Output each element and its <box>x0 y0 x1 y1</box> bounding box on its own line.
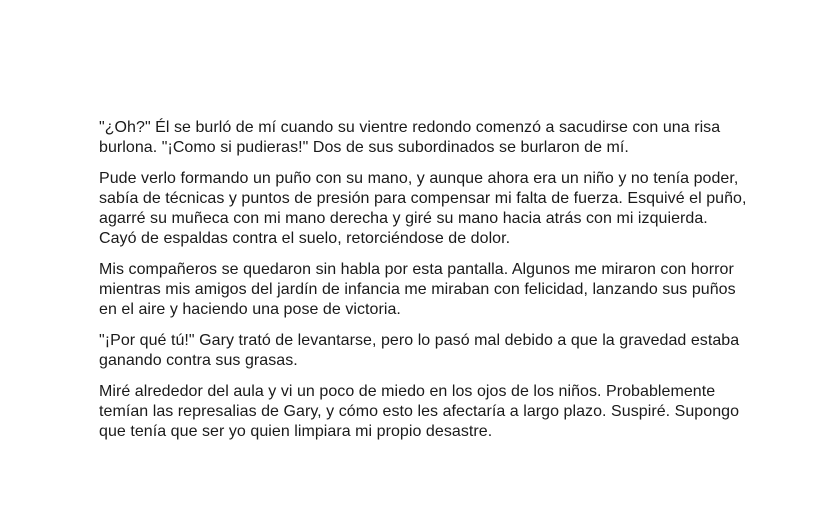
paragraph-2: Pude verlo formando un puño con su mano, y aunque ahora era un niño y no tenía poder, sabía de técnicas y puntos de presión para compensar mi falta de fuerza. Esquivé el puño, agarré su muñeca con mi mano derecha y giré su mano hacia atrás con mi izquierda. Cayó de espaldas contra el suelo, retorciéndose de dolor. <box>99 170 747 247</box>
paragraph-4: "¡Por qué tú!" Gary trató de levantarse, pero lo pasó mal debido a que la gravedad estaba ganando contra sus grasas. <box>99 332 740 369</box>
paragraph-1: "¿Oh?" Él se burló de mí cuando su vientre redondo comenzó a sacudirse con una risa burlona. "¡Como si pudieras!" Dos de sus subordinados se burlaron de mí. <box>99 119 721 156</box>
paragraph-5: Miré alrededor del aula y vi un poco de miedo en los ojos de los niños. Probablemente temían las represalias de Gary, y cómo esto les afectaría a largo plazo. Suspiré. Supongo que tenía que ser yo quien limpiara mi propio desastre. <box>99 383 740 440</box>
story-text <box>99 118 749 453</box>
paragraph-3: Mis compañeros se quedaron sin habla por esta pantalla. Algunos me miraron con horror mientras mis amigos del jardín de infancia me miraban con felicidad, lanzando sus puños en el aire y haciendo una pose de victoria. <box>99 261 736 318</box>
